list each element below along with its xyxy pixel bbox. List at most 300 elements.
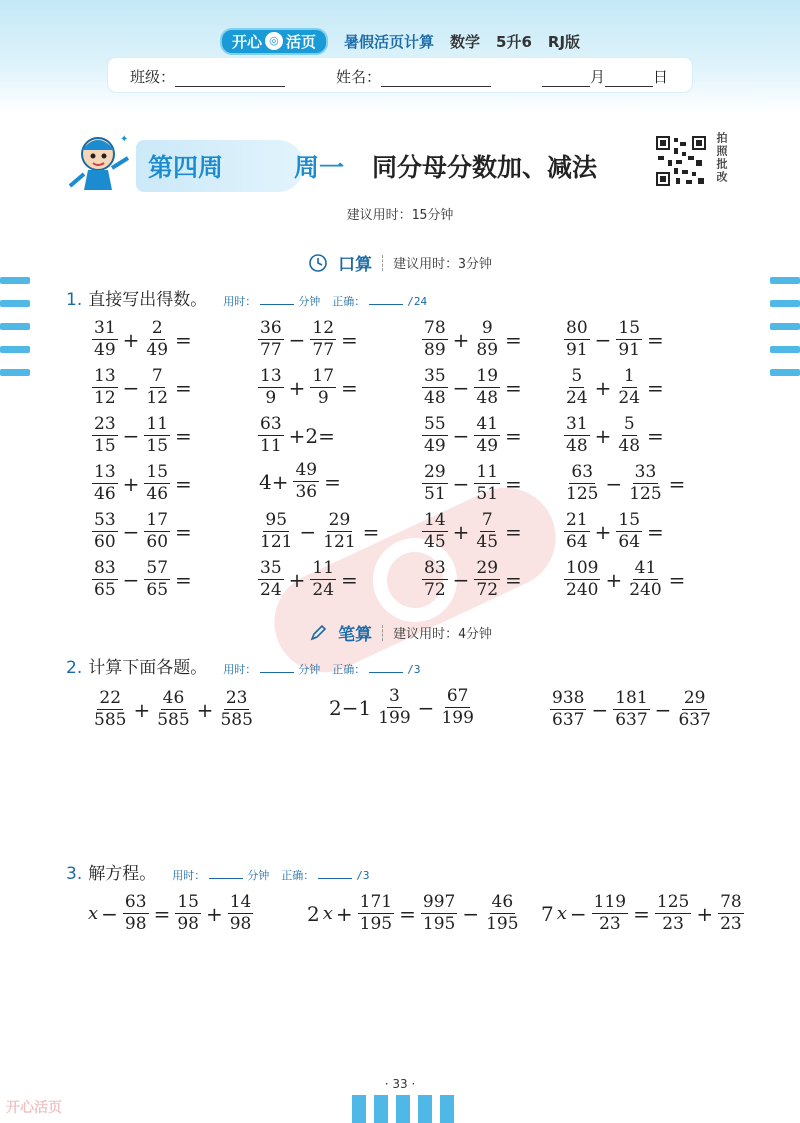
q1-problem <box>256 318 361 359</box>
operator: + <box>205 901 223 926</box>
name-field[interactable] <box>336 66 491 87</box>
numerator: 63 <box>571 462 594 482</box>
numerator: 15 <box>618 318 641 338</box>
operator: + <box>594 519 612 544</box>
q2-meta <box>223 661 420 677</box>
denominator: 12 <box>146 388 169 408</box>
fraction <box>422 320 448 359</box>
fraction <box>564 368 590 407</box>
footer-bar <box>440 1095 454 1123</box>
q1-time-blank[interactable] <box>260 304 294 305</box>
operator: = <box>505 375 522 400</box>
fraction <box>592 894 628 933</box>
denominator: 49 <box>94 340 116 360</box>
numerator: 31 <box>94 318 116 338</box>
fraction <box>310 560 336 599</box>
denominator: 89 <box>476 340 499 360</box>
numerator: 11 <box>312 558 335 578</box>
operator: 2−1 <box>329 695 372 720</box>
operator: + <box>122 327 140 352</box>
subject-label: 数学 <box>450 32 481 51</box>
section-divider <box>382 255 383 271</box>
operator: + <box>288 567 306 592</box>
operator: − <box>288 327 306 352</box>
operator: = <box>668 567 686 592</box>
operator: − <box>462 901 480 926</box>
numerator: 15 <box>618 510 641 530</box>
stopwatch-icon <box>308 253 328 273</box>
q3-correct-blank[interactable] <box>318 878 352 879</box>
fraction <box>92 560 118 599</box>
denominator: 48 <box>618 436 641 456</box>
fraction <box>144 560 170 599</box>
month-blank[interactable] <box>542 71 590 87</box>
name-label: 姓名： <box>336 68 382 86</box>
operator: = <box>175 375 192 400</box>
numerator: 41 <box>634 558 657 578</box>
q3-equation <box>538 894 746 933</box>
denominator: 51 <box>476 484 499 504</box>
operator: − <box>452 423 470 448</box>
title-row <box>56 128 746 200</box>
operator: = <box>341 375 358 400</box>
week-badge: 第四周 <box>136 140 304 192</box>
side-stripe <box>770 300 800 307</box>
operator: = <box>668 471 686 496</box>
fraction <box>258 512 294 551</box>
denominator: 98 <box>177 914 199 934</box>
footer-logo: 开心活页 <box>6 1100 62 1116</box>
q1-problem <box>420 318 525 359</box>
operator: + <box>122 471 140 496</box>
denominator: 49 <box>146 340 169 360</box>
numerator: 12 <box>312 318 335 338</box>
fraction <box>439 688 475 727</box>
fraction <box>422 368 448 407</box>
denominator: 72 <box>424 580 446 600</box>
numerator: 83 <box>424 558 446 578</box>
q2-instruction: 计算下面各题。 <box>88 658 208 678</box>
numerator: 119 <box>593 892 627 912</box>
fraction <box>376 688 412 727</box>
q1-problem <box>562 366 667 407</box>
numerator: 23 <box>94 414 116 434</box>
fraction <box>564 560 600 599</box>
side-stripe <box>0 346 30 353</box>
denominator: 46 <box>94 484 116 504</box>
fraction <box>474 320 500 359</box>
numerator: 7 <box>481 510 493 530</box>
numerator: 29 <box>476 558 499 578</box>
q1-meta <box>223 293 427 309</box>
denominator: 23 <box>720 914 742 934</box>
denominator: 9 <box>265 388 277 408</box>
fraction <box>144 464 170 503</box>
oral-section-name: 口算 <box>338 255 373 275</box>
denominator: 49 <box>476 436 499 456</box>
numerator: 14 <box>229 892 252 912</box>
numerator: 46 <box>491 892 514 912</box>
side-stripe <box>0 277 30 284</box>
operator: = <box>633 901 650 926</box>
swirl-icon: ◎ <box>265 32 283 50</box>
denominator: 23 <box>662 914 684 934</box>
side-stripe <box>0 323 30 330</box>
denominator: 637 <box>678 710 711 730</box>
numerator: 23 <box>225 688 248 708</box>
denominator: 48 <box>566 436 588 456</box>
numerator: 11 <box>476 462 499 482</box>
numerator: 7 <box>151 366 163 386</box>
q2-time-unit: 分钟 <box>298 663 321 676</box>
operator: = <box>505 471 522 496</box>
fraction <box>564 320 590 359</box>
numerator: 5 <box>623 414 635 434</box>
denominator: 9 <box>317 388 329 408</box>
fraction <box>321 512 357 551</box>
numerator: 78 <box>424 318 446 338</box>
denominator: 72 <box>476 580 499 600</box>
numerator: 36 <box>260 318 282 338</box>
q1-correct-label: 正确： <box>332 295 366 308</box>
q1-problem <box>420 462 525 503</box>
denominator: 24 <box>260 580 282 600</box>
denominator: 60 <box>146 532 169 552</box>
day-label: 周一 <box>294 153 345 182</box>
q1-problem <box>420 414 525 455</box>
date-field[interactable] <box>542 66 668 87</box>
operator: = <box>505 567 522 592</box>
fraction <box>627 464 663 503</box>
numerator: 22 <box>99 688 122 708</box>
class-label: 班级： <box>130 68 176 86</box>
operator: 7 <box>541 901 554 926</box>
variable: x <box>88 903 99 924</box>
denominator: 12 <box>94 388 116 408</box>
q1-time-label: 用时： <box>223 295 257 308</box>
denominator: 121 <box>323 532 356 552</box>
fraction <box>310 320 336 359</box>
numerator: 997 <box>422 892 456 912</box>
numerator: 46 <box>162 688 185 708</box>
section-divider <box>382 625 383 641</box>
denominator: 121 <box>260 532 293 552</box>
q1-problem <box>90 510 195 551</box>
numerator: 63 <box>260 414 282 434</box>
q1-correct-blank[interactable] <box>369 304 403 305</box>
variable: x <box>322 903 333 924</box>
fraction <box>175 894 201 933</box>
numerator: 57 <box>146 558 169 578</box>
fraction <box>293 462 319 501</box>
fraction <box>92 690 128 729</box>
numerator: 31 <box>566 414 588 434</box>
q2-time-blank[interactable] <box>260 672 294 673</box>
edition-label: RJ版 <box>547 32 581 51</box>
numerator: 125 <box>656 892 690 912</box>
fraction <box>144 512 170 551</box>
denominator: 91 <box>618 340 641 360</box>
q1-problem <box>420 366 525 407</box>
denominator: 91 <box>566 340 588 360</box>
numerator: 15 <box>177 892 199 912</box>
fraction <box>613 690 649 729</box>
denominator: 15 <box>146 436 169 456</box>
denominator: 65 <box>146 580 169 600</box>
fraction <box>258 368 284 407</box>
denominator: 64 <box>618 532 641 552</box>
fraction <box>718 894 744 933</box>
numerator: 181 <box>615 688 648 708</box>
operator: + <box>452 519 470 544</box>
written-section-name: 笔算 <box>338 625 373 645</box>
fraction <box>422 464 448 503</box>
operator: + <box>594 423 612 448</box>
lesson-title <box>294 148 597 184</box>
denominator: 23 <box>599 914 621 934</box>
denominator: 60 <box>94 532 116 552</box>
operator: = <box>647 519 664 544</box>
fraction <box>258 560 284 599</box>
denominator: 199 <box>378 708 411 728</box>
fraction <box>258 416 284 455</box>
fraction <box>564 416 590 455</box>
numerator: 17 <box>146 510 169 530</box>
brand-name: 开心 <box>231 32 262 51</box>
fraction <box>144 320 170 359</box>
numerator: 19 <box>476 366 499 386</box>
denominator: 45 <box>424 532 446 552</box>
written-section-header <box>0 620 800 645</box>
operator: + <box>605 567 623 592</box>
operator: = <box>505 423 522 448</box>
numerator: 2 <box>151 318 163 338</box>
day-label: 日 <box>653 68 669 86</box>
numerator: 13 <box>260 366 282 386</box>
operator: − <box>594 327 612 352</box>
class-blank[interactable] <box>175 71 285 87</box>
numerator: 171 <box>359 892 393 912</box>
denominator: 48 <box>476 388 499 408</box>
denominator: 195 <box>486 914 519 934</box>
operator: + <box>133 697 151 722</box>
q3-number: 3. <box>66 864 83 884</box>
oral-section-time: 建议用时：3分钟 <box>393 257 492 272</box>
denominator: 51 <box>424 484 446 504</box>
fraction <box>627 560 663 599</box>
numerator: 67 <box>446 686 469 706</box>
operator: − <box>605 471 623 496</box>
q1-problem <box>90 318 195 359</box>
operator: = <box>505 519 522 544</box>
operator: − <box>654 697 672 722</box>
operator: = <box>341 327 358 352</box>
q3-instruction: 解方程。 <box>88 864 157 884</box>
operator: = <box>153 901 171 926</box>
footer-bar <box>418 1095 432 1123</box>
side-stripe <box>770 277 800 284</box>
numerator: 3 <box>389 686 400 706</box>
q2-correct-label: 正确： <box>332 663 366 676</box>
numerator: 35 <box>260 558 282 578</box>
numerator: 80 <box>566 318 588 338</box>
q1-number: 1. <box>66 290 83 310</box>
q1-header <box>66 285 427 310</box>
side-stripe <box>0 300 30 307</box>
operator: = <box>175 327 192 352</box>
fraction <box>92 512 118 551</box>
fraction <box>92 320 118 359</box>
q1-total: /24 <box>407 295 428 308</box>
numerator: 41 <box>476 414 499 434</box>
q3-time-unit: 分钟 <box>247 869 270 882</box>
q1-problem <box>90 558 195 599</box>
numerator: 53 <box>94 510 116 530</box>
operator: = <box>647 375 664 400</box>
side-stripe <box>0 369 30 376</box>
footer-bar <box>396 1095 410 1123</box>
numerator: 49 <box>295 460 318 480</box>
numerator: 83 <box>94 558 116 578</box>
written-section-time: 建议用时：4分钟 <box>393 627 492 642</box>
operator: − <box>101 901 118 926</box>
class-field[interactable] <box>130 66 285 87</box>
denominator: 65 <box>94 580 116 600</box>
q3-time-blank[interactable] <box>209 878 243 879</box>
denominator: 98 <box>124 914 147 934</box>
fraction <box>144 368 170 407</box>
denominator: 64 <box>566 532 588 552</box>
numerator: 35 <box>424 366 446 386</box>
q1-problem <box>256 414 338 455</box>
variable: x <box>556 903 567 924</box>
denominator: 36 <box>295 482 318 502</box>
q3-time-label: 用时： <box>172 869 206 882</box>
numerator: 33 <box>634 462 657 482</box>
q3-correct-label: 正确： <box>281 869 315 882</box>
operator: − <box>122 423 140 448</box>
numerator: 29 <box>328 510 351 530</box>
operator: = <box>175 423 192 448</box>
fraction <box>422 512 448 551</box>
numerator: 29 <box>683 688 706 708</box>
q3-total: /3 <box>356 869 370 882</box>
q1-problem <box>256 558 361 599</box>
operator: − <box>591 697 609 722</box>
fraction <box>422 560 448 599</box>
operator: − <box>299 519 317 544</box>
denominator: 125 <box>629 484 662 504</box>
q1-instruction: 直接写出得数。 <box>88 290 208 310</box>
denominator: 637 <box>552 710 585 730</box>
day-blank[interactable] <box>605 71 653 87</box>
q3-equation <box>304 894 523 933</box>
q2-correct-blank[interactable] <box>369 672 403 673</box>
side-stripe <box>770 346 800 353</box>
q2-header <box>66 653 420 678</box>
denominator: 11 <box>260 436 282 456</box>
operator: = <box>647 327 664 352</box>
denominator: 46 <box>146 484 169 504</box>
mascot-icon <box>62 128 132 198</box>
operator: = <box>362 519 380 544</box>
fraction <box>422 416 448 455</box>
operator: − <box>417 695 435 720</box>
denominator: 240 <box>629 580 662 600</box>
operator: = <box>647 423 664 448</box>
numerator: 55 <box>424 414 446 434</box>
numerator: 5 <box>571 366 583 386</box>
fraction <box>550 690 586 729</box>
operator: = <box>324 469 341 494</box>
numerator: 1 <box>623 366 635 386</box>
q3-equation <box>88 894 255 933</box>
name-blank[interactable] <box>381 71 491 87</box>
footer-bar <box>352 1095 366 1123</box>
side-stripe <box>770 323 800 330</box>
operator: = <box>175 471 192 496</box>
denominator: 199 <box>441 708 474 728</box>
numerator: 13 <box>94 366 116 386</box>
fraction <box>474 416 500 455</box>
q3-meta <box>172 867 369 883</box>
fraction <box>144 416 170 455</box>
denominator: 45 <box>476 532 499 552</box>
q2-problem <box>90 688 257 729</box>
oral-section-header <box>0 250 800 275</box>
fraction <box>155 690 191 729</box>
fraction <box>358 894 394 933</box>
q1-problem <box>562 318 667 359</box>
page-number: · 33 · <box>384 1077 416 1091</box>
operator: − <box>452 375 470 400</box>
operator: + <box>335 901 353 926</box>
operator: = <box>175 567 192 592</box>
operator: + <box>196 697 214 722</box>
fraction <box>616 416 642 455</box>
q2-problem <box>326 688 478 727</box>
qr-code-icon[interactable] <box>656 136 706 186</box>
denominator: 48 <box>424 388 446 408</box>
fraction <box>474 368 500 407</box>
brand-row <box>0 28 800 54</box>
numerator: 109 <box>566 558 599 578</box>
grade-label: 5升6 <box>496 32 532 51</box>
operator: − <box>122 567 140 592</box>
denominator: 77 <box>312 340 335 360</box>
operator: + <box>696 901 714 926</box>
fraction <box>616 512 642 551</box>
denominator: 24 <box>312 580 335 600</box>
topic-title: 同分母分数加、减法 <box>372 153 598 182</box>
denominator: 98 <box>229 914 252 934</box>
numerator: 21 <box>566 510 588 530</box>
brand-name-tail: 活页 <box>285 32 316 51</box>
denominator: 49 <box>424 436 446 456</box>
numerator: 15 <box>146 462 169 482</box>
q1-problem <box>256 462 344 501</box>
q1-time-unit: 分钟 <box>298 295 321 308</box>
operator: − <box>122 519 140 544</box>
denominator: 585 <box>220 710 253 730</box>
operator: 4+ <box>259 469 289 494</box>
operator: − <box>452 567 470 592</box>
fraction <box>484 894 520 933</box>
fraction <box>218 690 254 729</box>
fraction <box>676 690 712 729</box>
denominator: 89 <box>424 340 446 360</box>
q1-problem <box>256 366 361 407</box>
